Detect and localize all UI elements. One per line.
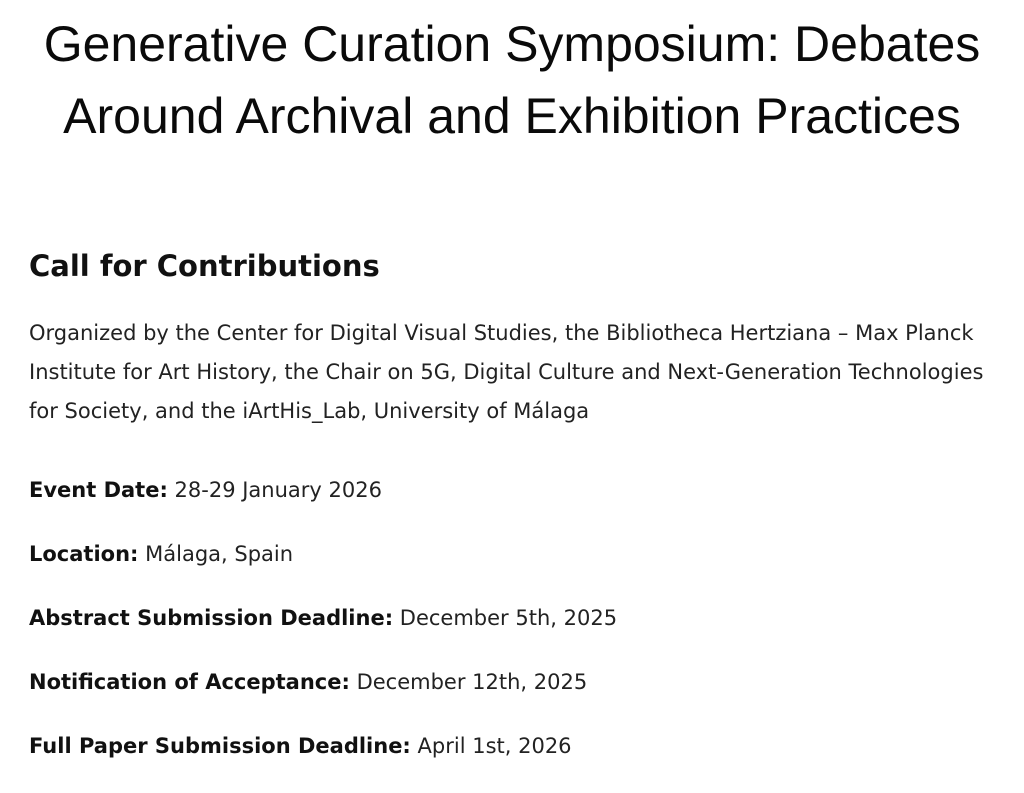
abstract-deadline-label: Abstract Submission Deadline:	[29, 606, 394, 630]
abstract-deadline-value: December 5th, 2025	[399, 606, 618, 630]
event-date-line	[29, 475, 382, 505]
organizers-paragraph: Organized by the Center for Digital Visual Studies, the Bibliotheca Hertziana – Max Planck Institute for Art History, the Chair on 5G, Digital Culture and Next-Generation Technologies for Society, and the iArtHis_Lab, University of Málaga	[29, 321, 984, 423]
full-paper-deadline-line	[29, 731, 572, 761]
full-paper-deadline-label: Full Paper Submission Deadline:	[29, 734, 411, 758]
notification-label: Notification of Acceptance:	[29, 670, 350, 694]
location-line	[29, 539, 293, 569]
event-date-value: 28-29 January 2026	[174, 478, 382, 502]
notification-value: December 12th, 2025	[356, 670, 588, 694]
location-label: Location:	[29, 542, 139, 566]
full-paper-deadline-value: April 1st, 2026	[417, 734, 572, 758]
notification-line	[29, 667, 587, 697]
abstract-deadline-line	[29, 603, 617, 633]
location-value: Málaga, Spain	[145, 542, 294, 566]
section-heading: Call for Contributions	[29, 249, 380, 283]
page-title: Generative Curation Symposium: Debates Around Archival and Exhibition Practices	[43, 16, 981, 144]
event-date-label: Event Date:	[29, 478, 168, 502]
